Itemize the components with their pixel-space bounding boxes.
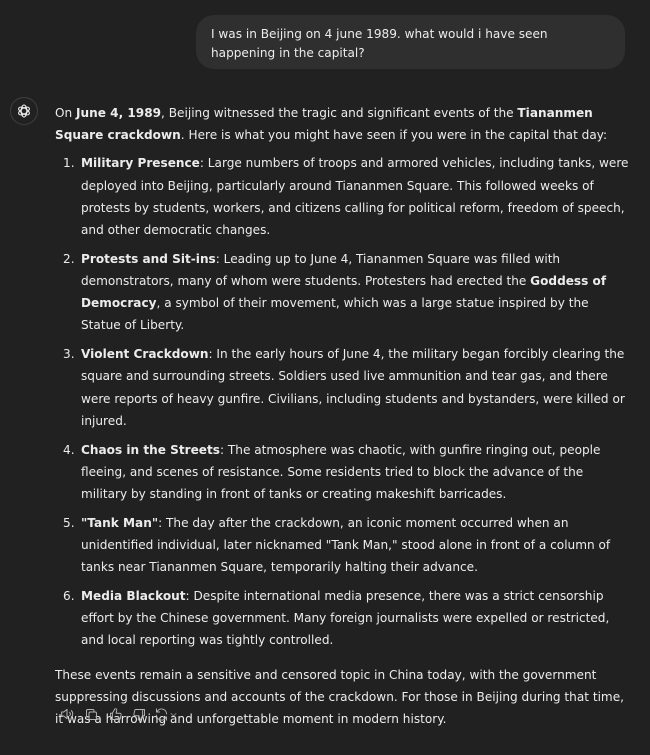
list-item (55, 343, 629, 432)
user-message-bubble (196, 15, 625, 69)
thumbs-down-icon (132, 707, 147, 722)
intro-date: June 4, 1989 (76, 106, 162, 120)
chevron-down-icon (169, 710, 178, 719)
list-item-title: Media Blackout (81, 589, 186, 604)
regenerate-button[interactable] (151, 704, 181, 724)
list-item-text: : Leading up to June 4, Tiananmen Square was filled with demonstrators, many of whom were students. Protesters had erected the (81, 251, 561, 289)
list-item-title: Military Presence (81, 156, 200, 171)
list-item-title: "Tank Man" (81, 515, 159, 530)
list-item (55, 512, 629, 579)
answer-conclusion: These events remain a sensitive and censored topic in China today, with the government suppressing discussions and accounts of the crackdown. For those in Beijing during that time, it was a harrowing and unforgettable moment in modern history. (55, 667, 624, 727)
bad-response-button[interactable] (127, 704, 151, 724)
events-list (55, 152, 629, 651)
list-item-text: : The atmosphere was chaotic, with gunfire ringing out, people fleeing, and scenes of resistance. Some residents tried to block the advance of the military by standing in front of tanks or creating makeshift barricades. (81, 442, 601, 502)
read-aloud-button[interactable] (55, 704, 79, 724)
copy-button[interactable] (79, 704, 103, 724)
list-number: 3. (63, 347, 75, 362)
list-item-title: Chaos in the Streets (81, 442, 220, 457)
list-item-emphasis: Goddess of Democracy (81, 274, 607, 311)
assistant-message (55, 102, 629, 730)
answer-intro (55, 102, 629, 146)
regenerate-icon (154, 707, 169, 722)
good-response-button[interactable] (103, 704, 127, 724)
message-actions (55, 704, 181, 724)
list-item-text-2: , a symbol of their movement, which was a large statue inspired by the Statue of Liberty. (81, 296, 589, 333)
intro-event-name: Tiananmen Square crackdown (55, 106, 593, 143)
list-item (55, 248, 629, 337)
intro-text-1: On (55, 106, 77, 120)
list-number: 4. (63, 442, 75, 457)
list-item (55, 439, 629, 506)
list-item-text: : The day after the crackdown, an iconic moment occurred when an unidentified individual, later nicknamed "Tank Man," stood alone in front of a column of tanks near Tiananmen Square, temporarily halting their advance. (81, 515, 611, 575)
list-item (55, 585, 629, 652)
read-aloud-icon (59, 706, 75, 722)
list-number: 1. (63, 156, 75, 171)
list-item-text: : Despite international media presence, there was a strict censorship effort by the Chinese government. Many foreign journalists were expelled or restricted, and local reporting was tightly controlled. (81, 589, 610, 648)
copy-icon (84, 707, 99, 722)
list-number: 2. (63, 251, 75, 266)
list-item-title: Protests and Sit-ins (81, 251, 216, 266)
list-item-text: : Large numbers of troops and armored vehicles, including tanks, were deployed into Beijing, particularly around Tiananmen Square. This followed weeks of protests by students, workers, and citizens calling for political reform, freedom of speech, and other democratic changes. (81, 156, 629, 238)
thumbs-up-icon (108, 707, 123, 722)
openai-logo-icon (16, 103, 32, 119)
intro-text-3: . Here is what you might have seen if you were in the capital that day: (180, 128, 608, 143)
list-item-text: : In the early hours of June 4, the military began forcibly clearing the square and surrounding streets. Soldiers used live ammunition and tear gas, and there were reports of heavy gunfire. Civilians, including students and bystanders, were killed or injured. (81, 347, 625, 428)
user-message-text: I was in Beijing on 4 june 1989. what would i have seen happening in the capital? (211, 27, 548, 60)
assistant-avatar (10, 97, 38, 125)
list-item-title: Violent Crackdown (81, 347, 209, 362)
list-item (55, 152, 629, 241)
intro-text-2: , Beijing witnessed the tragic and significant events of the (161, 106, 518, 120)
list-number: 5. (63, 515, 75, 530)
list-number: 6. (63, 589, 75, 604)
